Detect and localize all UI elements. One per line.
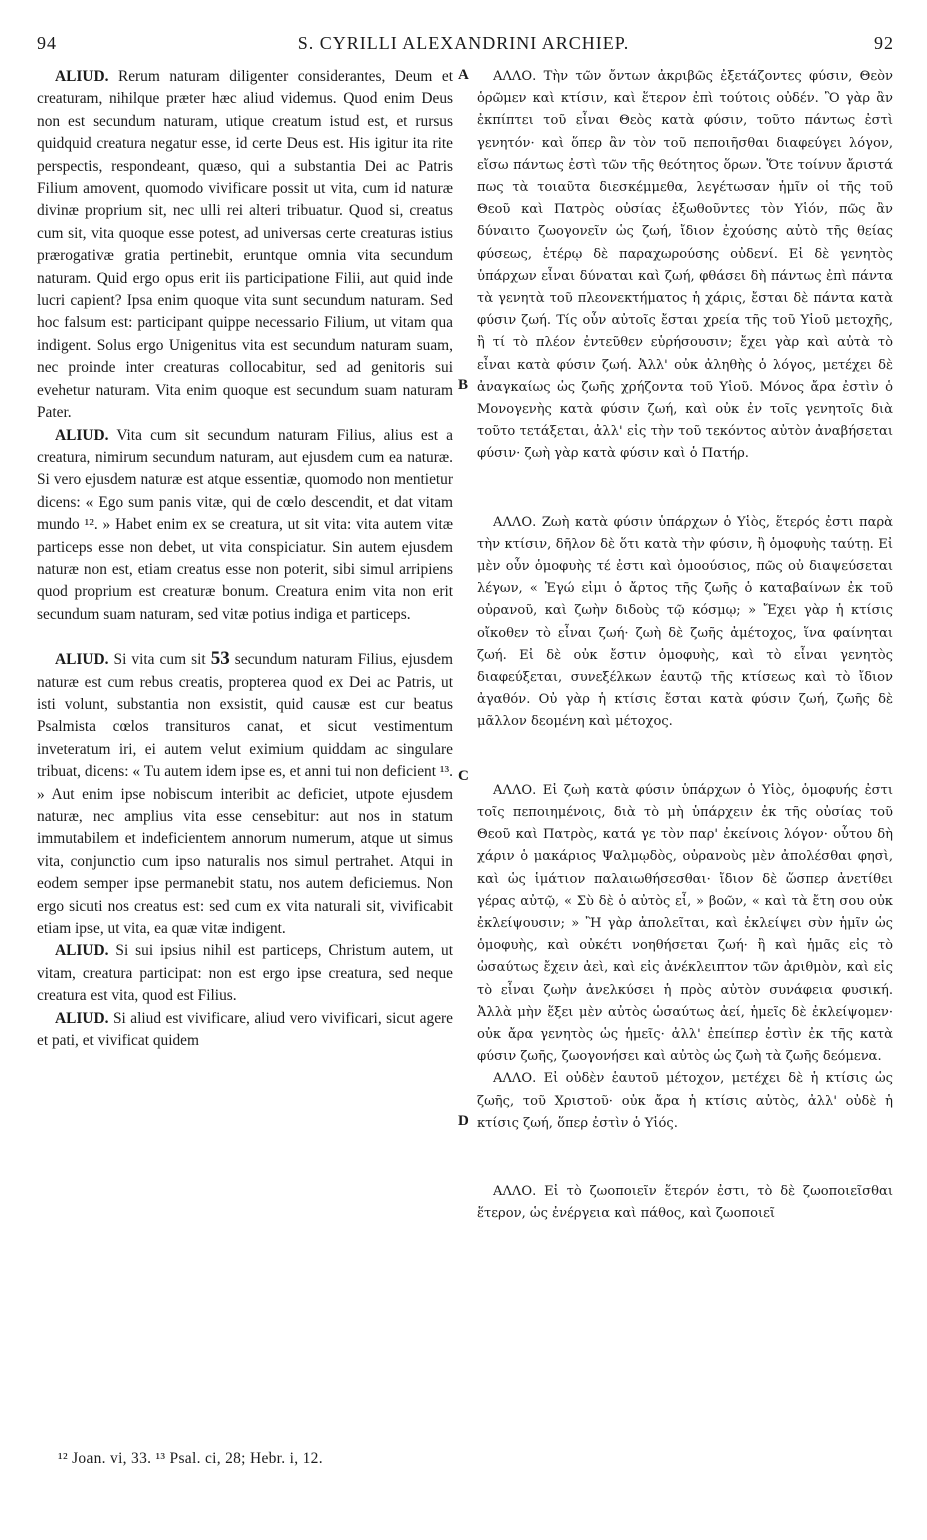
paragraph-text: Εἰ οὐδὲν ἑαυτοῦ μέτοχον, μετέχει δὲ ἡ κτίσις ὡς ζωῆς, τοῦ Χριστοῦ· οὐκ ἄρα ἡ κτίσις αὐτὸς, ἀλλ' οὐδὲ ἡ κτίσις ζωή, ὅπερ ἐστὶν ὁ Υἱός. [477,1071,893,1131]
paragraph-text: Vita cum sit secundum naturam Filius, alius est a creatura, nimirum secundum naturam, aut ejusdem cum ea naturæ. Si vero ejusdem naturæ est atque essentiæ, quomodo non mentietur dicens: « Ego sum panis vitæ, qui de cœlo descendit, et dat vitam mundo ¹². » Habet enim ex se creatura, ut sit vita: vita autem vitæ particeps esse non debet, ut vita conspiciatur. Sin autem ejusdem naturæ non est, etiam creatus esse non poterit, sibi simul arripiens quod proprium est creaturæ bonum. Creatura enim vita non erit secundum suam naturam, sed vitæ potius indiga et particeps. [37,426,453,623]
page-number-left: 94 [37,33,57,53]
paragraph-text: Si vita cum sit [113,651,206,669]
greek-paragraph-4 [477,1068,893,1135]
latin-paragraph-4 [37,940,453,1007]
footnotes: ¹² Joan. vi, 33. ¹³ Psal. ci, 28; Hebr. i, 12. [58,1450,323,1467]
paragraph-label: ALIUD. [55,426,109,444]
greek-paragraph-5 [477,1181,893,1225]
latin-paragraph-3 [37,648,453,940]
latin-paragraph-5 [37,1008,453,1053]
column-number: 53 [210,648,230,670]
paragraph-label: ΑΛΛΟ. [493,1071,537,1087]
paragraph-label: ALIUD. [55,942,109,960]
page-number-right: 92 [874,33,894,53]
latin-paragraph-2 [37,425,453,627]
paragraph-text: secundum naturam Filius, ejusdem naturæ est cum rebus creatis, propterea quod ex Dei ac Patris, ut isti volunt, substantia non exsistit, quid causæ est cur beatus Psalmista cœlos transituros canat, et sicut vestimentum inveteratum iri, ei autem velut eximium quiddam ac singulare tribuat, dicens: « Tu autem idem ipse es, et anni tui non deficient ¹³. » Aut enim ipse nobiscum interibit ac deficiet, utpote ejusdem naturæ, nec amplius vita esse censebitur: aut nos in statum immutabilem et indeficientem annorum numerum, atque ut simus vita, conjunctio cum ipso naturalis nos simul pertrahet. Atqui in eodem semper ipse permanebit statu, nos autem deficiemus. Non ergo sicuti nos creatus est: sed cum ex vita naturali sit, vivificabit etiam ipse, ut vita, ea quæ vitæ indigent. [37,651,453,938]
paragraph-label: ΑΛΛΟ. [493,69,537,84]
greek-paragraph-1 [477,66,893,466]
running-title: S. CYRILLI ALEXANDRINI ARCHIEP. [297,33,630,53]
paragraph-label: ALIUD. [55,1009,109,1027]
margin-letter-a: A [458,67,469,83]
latin-paragraph-1 [37,66,453,425]
paragraph-text: Si sui ipsius nihil est particeps, Christum autem, ut vitam, creatura participat: non est ergo ipse creatura, sed neque creatura est vita, quod est Filius. [37,942,453,1005]
paragraph-text: Τὴν τῶν ὄντων ἀκριβῶς ἐξετάζοντες φύσιν, Θεὸν ὁρῶμεν καὶ κτίσιν, καὶ ἕτερον ἐπὶ τούτοις οὐδέν. Ὃ γὰρ ἂν ἐκπίπτει τοῦ εἶναι Θεὸς κατὰ φύσιν, τοῦτο πάντως ἐστὶ γενητόν· καὶ ὅπερ ἂν τὸν τοῦ πεποιῆσθαι διαφεύγει λόγον, εἴσω πάντως ἐστὶ τῶν τῆς θεότητος ὅρων. Ὅτε τοίνυν ἄριστά πως τὰ τοιαῦτα διεσκέμμεθα, λεγέτωσαν ἡμῖν οἱ τῆς τοῦ Θεοῦ καὶ Πατρὸς οὐσίας ἐξωθοῦντες τὸν Υἱόν, πῶς ἂν δύναιτο ζωογονεῖν ὡς ζωή, ἴδιον ἐχούσης αὐτὸ τῆς θείας φύσεως, ἑτέρῳ δὲ παραχωρούσης οὐδενί. Εἰ δὲ γενητὸς ὑπάρχων εἶναι δύναται καὶ ζωή, φθάσει δὴ πάντως ἐπὶ πάντα τὰ γενητὰ τοῦ πλεονεκτήματος ἡ χάρις, ἔσται δὲ πάντα κατὰ φύσιν ζωή. Τίς οὖν αὐτοῖς ἔσται χρεία τῆς τοῦ Υἱοῦ μετοχῆς, ἢ τί τὸ πλέον ἐντεῦθεν εὑρήσουσιν; ἔχει γὰρ καὶ αὐτὰ τὸ εἶναι κατὰ φύσιν ζωή. Ἀλλ' οὐκ ἀληθὴς ὁ λόγος, μετέχει δὲ ἀναγκαίως ὡς ζωῆς χρήζοντα τοῦ Υἱοῦ. Μόνος ἄρα ἐστὶν ὁ Μονογενὴς κατὰ φύσιν ζωή, καὶ οὐκ ἐν τοῖς γενητοῖς διὰ τοῦτο τετάξεται, ἀλλ' εἰς τὴν τοῦ τεκόντος αὐτὸν ἀναβήσεται φύσιν· ζωὴ γὰρ κατὰ φύσιν καὶ ὁ Πατήρ. [477,69,893,462]
margin-letter-c: C [458,768,469,784]
paragraph-label: ΑΛΛΟ. [493,782,537,798]
paragraph-text: Εἰ τὸ ζωοποιεῖν ἕτερόν ἐστι, τὸ δὲ ζωοποιεῖσθαι ἕτερον, ὡς ἐνέργεια καὶ πάθος, καὶ ζωοποιεῖ [477,1183,893,1222]
margin-letter-d: D [458,1113,469,1129]
paragraph-text: Ζωὴ κατὰ φύσιν ὑπάρχων ὁ Υἱὸς, ἕτερός ἐστι παρὰ τὴν κτίσιν, δῆλον δὲ ὅτι κατὰ τὴν φύσιν, ἢ ὁμοφυὴς ταύτῃ. Εἰ μὲν οὖν ὁμοφυὴς τέ ἐστι καὶ ὁμοούσιος, πῶς οὐ διαψεύσεται λέγων, « Ἐγώ εἰμι ὁ ἄρτος τῆς ζωῆς ὁ καταβαίνων ἐκ τοῦ οὐρανοῦ, καὶ ζωὴν διδοὺς τῷ κόσμῳ; » Ἔχει γὰρ ἡ κτίσις οἴκοθεν τὸ εἶναι ζωή· ζωὴ δὲ ζωῆς ἀμέτοχος, ἵνα φαίνηται ζωή. Εἰ δὲ οὐκ ἔστιν ὁμοφυὴς, καὶ τὸ εἶναι γενητὸς διαφεύξεται, συνεξέλκων ἑαυτῷ τῆς κτίσεως καὶ τὸ ἴδιον ἀγαθόν. Οὐ γὰρ ἡ κτίσις ἔσται κατὰ φύσιν ζωή, ζωῆς δὲ μᾶλλον δεομένη καὶ μέτοχος. [477,514,893,730]
paragraph-text: Si aliud est vivificare, aliud vero vivificari, sicut agere et pati, et vivificat quidem [37,1009,453,1050]
greek-column [477,66,893,1225]
greek-paragraph-3 [477,780,893,1069]
paragraph-text: Rerum naturam diligenter considerantes, Deum et creaturam, nihilque præter hæc aliud videmus. Quod enim Deus non est secundum naturam, utique creatum istud est, et rursus quidquid creatura negatur esse, id certe Deus est. His igitur ita rite perspectis, respondeant, quæso, qui a substantia Dei ac Patris Filium amovent, quomodo vivificare possit ut vita, cum id naturæ divinæ proprium sit, nec ulli rei alteri tribuatur. Quod si, creatus cum sit, vita quoque esse potest, ad universas certe creaturas istius prærogativæ gratia pertinebit, eruntque omnia vita secundum naturam. Quid ergo opus erit iis participatione Filii, aut quid inde lucri capient? Ipsa enim quoque vita sunt secundum naturam. Sed hoc falsum est: participant quippe necessario Filium, ut vitam qua indigent. Solus ergo Unigenitus vita est secundum naturam suam, nec proinde inter creaturas collocabitur, sed ad genitoris sui evehetur naturam. Vita enim quoque est secundum suam naturam Pater. [37,68,454,422]
latin-column [37,66,453,1052]
paragraph-label: ΑΛΛΟ. [493,1183,537,1199]
greek-paragraph-2 [477,512,893,734]
running-header [0,33,927,57]
paragraph-label: ALIUD. [55,68,109,85]
paragraph-label: ΑΛΛΟ. [493,514,537,530]
paragraph-text: Εἰ ζωὴ κατὰ φύσιν ὑπάρχων ὁ Υἱὸς, ὁμοφυής ἐστι τοῖς πεποιημένοις, διὰ τὸ μὴ ὑπάρχειν ἐκ τῆς οὐσίας τοῦ Θεοῦ καὶ Πατρὸς, κατά γε τὸν παρ' ἐκείνοις λόγον· οὗτου δὴ χάριν ὁ μακάριος Ψαλμῳδὸς, οὐρανοὺς μὲν ἀπολέσθαι φησὶ, καὶ ὡς ἱμάτιον παλαιωθήσεσθαι· ἴδιον δὲ ὥσπερ ἀνετίθει γέρας αὐτῷ, « Σὺ δὲ ὁ αὐτὸς εἶ, » βοῶν, « καὶ τὰ ἔτη σου οὐκ ἐκλείψουσιν; » Ἢ γὰρ ἀπολεῖται, καὶ ἐκλείψει σὺν ἡμῖν ὡς ὁμοφυὴς, καὶ οὐκέτι νοηθήσεται ζωή· ἢ καὶ ἡμᾶς εἰς τὸ ὡσαύτως ἔχειν ἀεὶ, καὶ εἰς ἀνέκλειπτον τῶν ἀριθμὸν, καὶ εἰς τὸ εἶναι ζωὴν ἀνελκύσει ἡ πρὸς αὐτὸν συνάφεια φυσική. Ἀλλὰ μὴν ἕξει μὲν αὐτὸς ὡσαύτως ἀεί, ἡμεῖς δὲ ἐκλείψομεν· οὐκ ἄρα γενητὸς ὡς ἡμεῖς· ἀλλ' ἐπείπερ ἐστὶν ἐκ τῆς κατὰ φύσιν ζωῆς, ζωογονήσει καὶ αὐτὸς ὡς ζωὴ τὰ ζωῆς δεόμενα. [477,782,893,1065]
margin-letter-b: B [458,377,469,393]
paragraph-label: ALIUD. [55,651,109,669]
